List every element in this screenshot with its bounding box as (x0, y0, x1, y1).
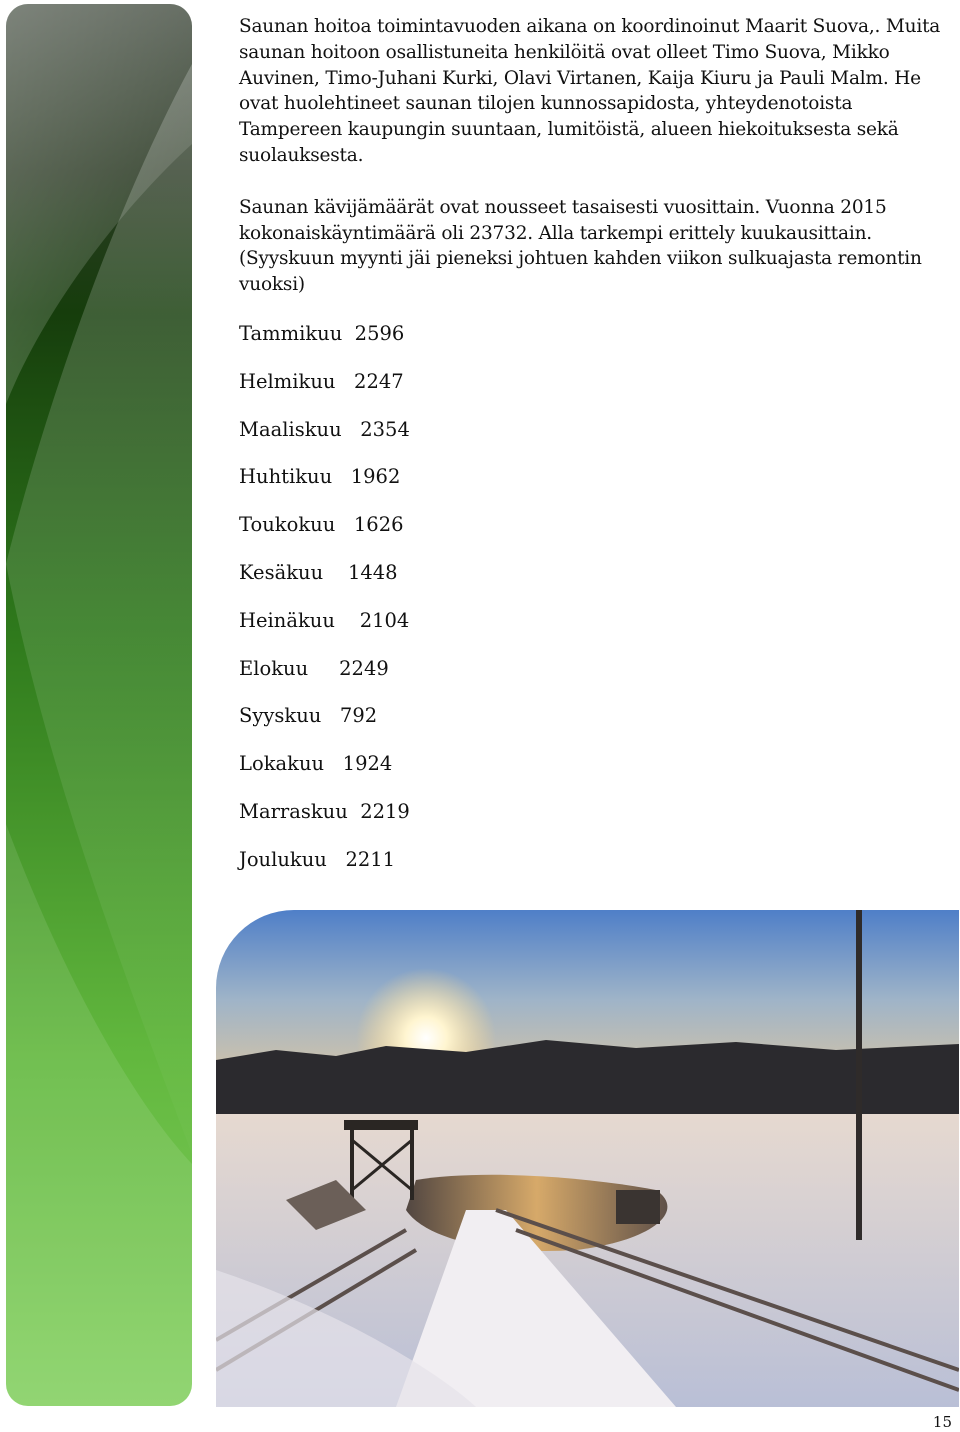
visitor-count-paragraph: Saunan kävijämäärät ovat nousseet tasaisesti vuosittain. Vuonna 2015 kokonaiskäyntimäärä oli 23732. Alla tarkempi erittely kuukausittain. (Syyskuun myynti jäi pieneksi johtuen kahden viikon sulkuajasta remontin vuoksi) (239, 196, 922, 296)
page-number: 15 (932, 1413, 952, 1431)
list-item: Toukokuu 1626 (239, 513, 404, 537)
decorative-sidebar (6, 4, 192, 1406)
winter-lake-scene-illustration (216, 910, 959, 1407)
list-item: Helmikuu 2247 (239, 369, 404, 393)
list-item: Syyskuu 792 (239, 704, 378, 728)
list-item: Maaliskuu 2354 (239, 417, 410, 441)
page-content (239, 14, 951, 896)
sauna-maintenance-paragraph: Saunan hoitoa toimintavuoden aikana on koordinoinut Maarit Suova,. Muita saunan hoitoon osallistuneita henkilöitä ovat olleet Timo Suova, Mikko Auvinen, Timo-Juhani Kurki, Olavi Virtanen, Kaija Kiuru ja Pauli Malm. He ovat huolehtineet saunan tilojen kunnossapidosta, yhteydenotoista Tampereen kaupungin suuntaan, lumitöistä, alueen hiekoituksesta sekä suolauksesta. (239, 16, 941, 166)
list-item: Joulukuu 2211 (239, 847, 396, 871)
list-item: Lokakuu 1924 (239, 752, 393, 776)
list-item: Heinäkuu 2104 (239, 608, 410, 632)
winter-lake-photo (216, 910, 959, 1407)
sidebar-gradient-graphic (6, 4, 192, 1406)
list-item: Marraskuu 2219 (239, 799, 410, 823)
list-item: Huhtikuu 1962 (239, 465, 401, 489)
list-item: Tammikuu 2596 (239, 321, 405, 345)
monthly-visits-list (239, 322, 951, 872)
list-item: Elokuu 2249 (239, 656, 389, 680)
list-item: Kesäkuu 1448 (239, 560, 398, 584)
